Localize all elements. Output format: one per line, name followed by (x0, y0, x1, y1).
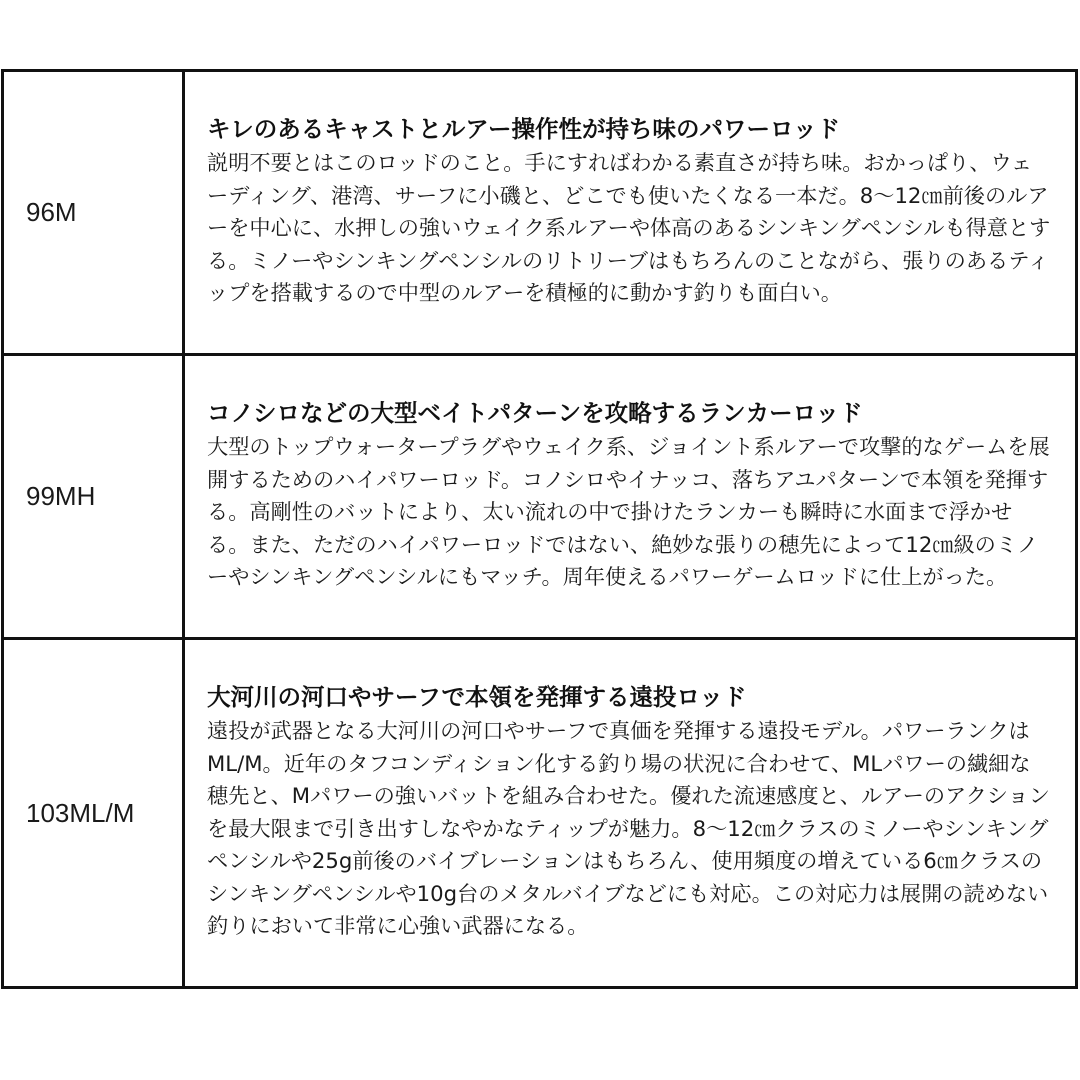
table-row (3, 71, 1077, 355)
table-row (3, 355, 1077, 639)
description-cell (184, 355, 1077, 639)
row-description: 大型のトップウォータープラグやウェイク系、ジョイント系ルアーで攻撃的なゲームを展開するためのハイパワーロッド。コノシロやイナッコ、落ちアユパターンで本領を発揮する。高剛性のバットにより、太い流れの中で掛けたランカーも瞬時に水面まで浮かせる。また、ただのハイパワーロッドではない、絶妙な張りの穂先によって12㎝級のミノーやシンキングペンシルにもマッチ。周年使えるパワーゲームロッドに仕上がった。 (207, 434, 1050, 590)
row-headline: コノシロなどの大型ベイトパターンを攻略するランカーロッド (207, 399, 863, 428)
description-cell (184, 71, 1077, 355)
description-cell (184, 639, 1077, 988)
model-name: 99MH (3, 355, 184, 639)
model-name: 96M (3, 71, 184, 355)
rod-spec-table (1, 69, 1078, 989)
row-headline: キレのあるキャストとルアー操作性が持ち味のパワーロッド (207, 115, 841, 144)
row-description: 説明不要とはこのロッドのこと。手にすればわかる素直さが持ち味。おかっぱり、ウェーディング、港湾、サーフに小磯と、どこでも使いたくなる一本だ。8〜12㎝前後のルアーを中心に、水押しの強いウェイク系ルアーや体高のあるシンキングペンシルも得意とする。ミノーやシンキングペンシルのリトリーブはもちろんのことながら、張りのあるティップを搭載するので中型のルアーを積極的に動かす釣りも面白い。 (207, 150, 1051, 306)
model-name: 103ML/M (3, 639, 184, 988)
row-headline: 大河川の河口やサーフで本領を発揮する遠投ロッド (207, 682, 747, 711)
row-description: 遠投が武器となる大河川の河口やサーフで真価を発揮する遠投モデル。パワーランクはML/M。近年のタフコンディション化する釣り場の状況に合わせて、MLパワーの繊細な穂先と、Mパワーの強いバットを組み合わせた。優れた流速感度と、ルアーのアクションを最大限まで引き出すしなやかなティップが魅力。8〜12㎝クラスのミノーやシンキングペンシルや25g前後のバイブレーションはもちろん、使用頻度の増えている6㎝クラスのシンキングペンシルや10g台のメタルバイブなどにも対応。この対応力は展開の読めない釣りにおいて非常に心強い武器になる。 (207, 717, 1050, 939)
table-row (3, 639, 1077, 988)
